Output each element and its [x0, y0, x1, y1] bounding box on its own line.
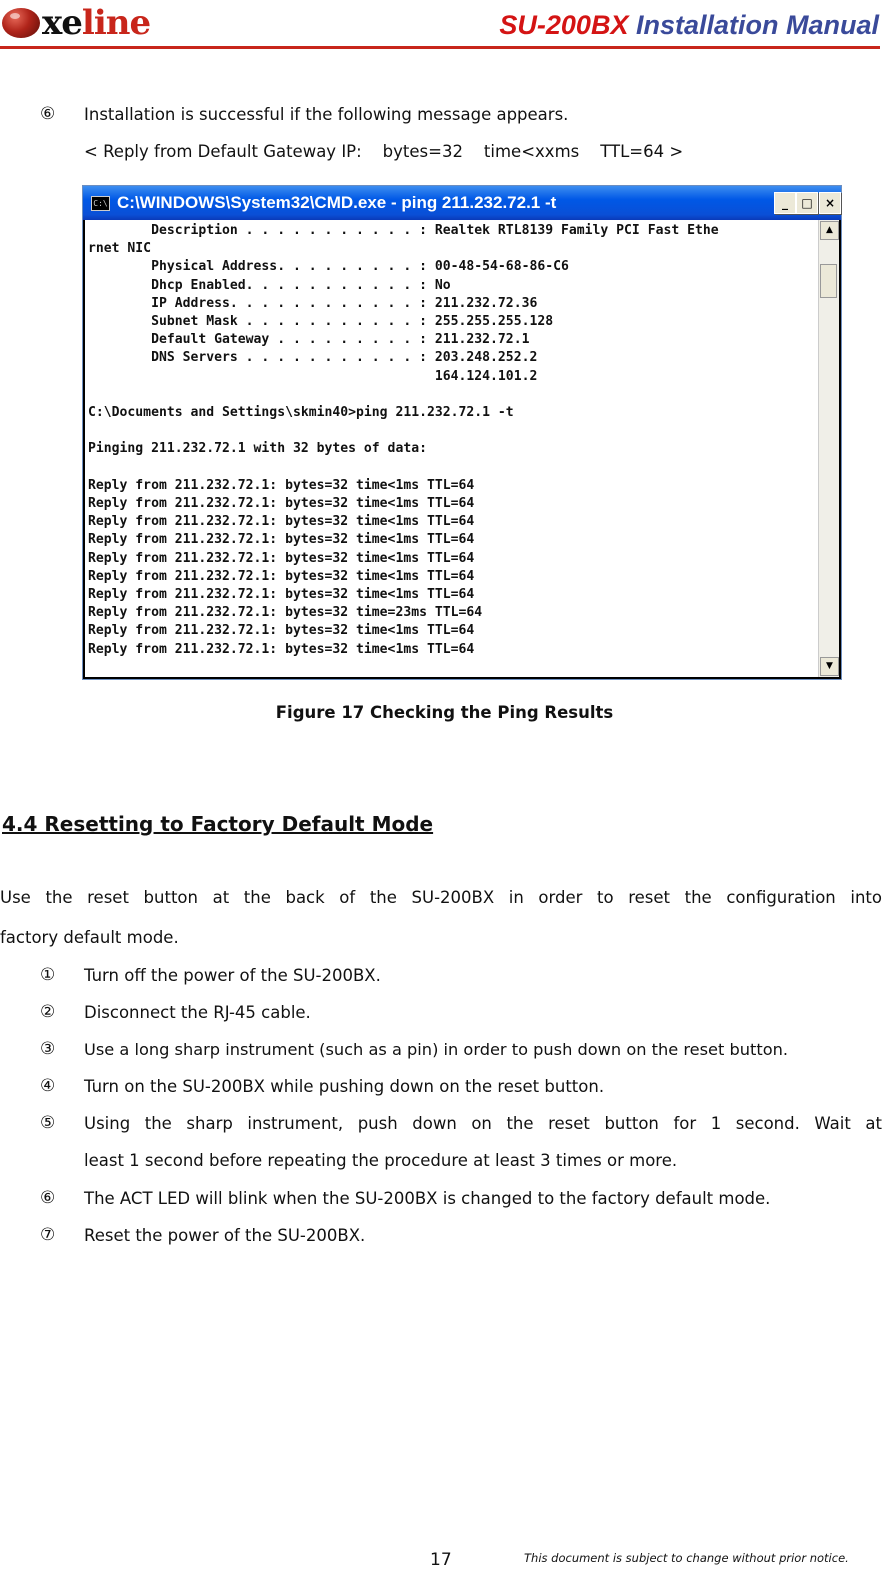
step-text: Turn on the SU-200BX while pushing down on the reset button. — [84, 1077, 605, 1096]
cmd-window-screenshot — [82, 185, 842, 680]
footer-notice: This document is subject to change without prior notice. — [524, 1551, 849, 1565]
section-intro-line: factory default mode. — [0, 928, 179, 947]
step-number: ⑥ — [40, 104, 56, 124]
manual-title — [499, 10, 879, 41]
step-text: Using the sharp instrument, push down on the reset button for 1 second. Wait at — [84, 1114, 882, 1133]
step-number: ① — [40, 965, 56, 985]
minimize-button[interactable]: _ — [774, 192, 796, 214]
scroll-up-icon[interactable]: ▲ — [820, 221, 839, 240]
maximize-button[interactable]: □ — [796, 192, 818, 214]
step-number: ⑦ — [40, 1225, 56, 1245]
section-heading: 4.4 Resetting to Factory Default Mode — [2, 812, 434, 836]
step-number: ⑤ — [40, 1113, 56, 1133]
xeline-logo — [2, 2, 150, 44]
step-number: ② — [40, 1002, 56, 1022]
reply-format-text: < Reply from Default Gateway IP: bytes=32 time<xxms TTL=64 > — [84, 142, 684, 161]
page-number: 17 — [430, 1550, 452, 1570]
step-number: ③ — [40, 1039, 56, 1059]
logo-text-line: line — [81, 3, 151, 43]
manual-title-text: Installation Manual — [628, 10, 879, 40]
header-divider — [0, 46, 880, 49]
logo-text-xe: xe — [42, 3, 82, 43]
scrollbar-thumb[interactable] — [820, 264, 837, 298]
console-output — [85, 220, 819, 677]
step-text: Turn off the power of the SU-200BX. — [84, 966, 381, 985]
scroll-down-icon[interactable]: ▼ — [820, 657, 839, 676]
step-text: Use a long sharp instrument (such as a pin) in order to push down on the reset button. — [84, 1040, 789, 1059]
close-button[interactable]: × — [819, 192, 841, 214]
step-number: ⑥ — [40, 1188, 56, 1208]
cmd-titlebar — [83, 186, 841, 220]
figure-caption: Figure 17 Checking the Ping Results — [275, 703, 614, 722]
section-intro-line: Use the reset button at the back of the SU-200BX in order to reset the configuration into — [0, 888, 882, 907]
step-number: ④ — [40, 1076, 56, 1096]
step-text: Disconnect the RJ-45 cable. — [84, 1003, 311, 1022]
manual-title-model: SU-200BX — [499, 10, 629, 40]
cmd-app-icon: C:\ — [91, 196, 110, 211]
console-text: Description . . . . . . . . . . . : Realtek RTL8139 Family PCI Fast Ethe rnet NIC Physical Address. . . . . . . . . : 00-48-54-68-86-C6 Dhcp Enabled. . . . . . . . . . . : No IP Address. . . . . . . . . . . . : 211.232.72.36 Subnet Mask . . . . . . . . . . . : 255.255.255.128 Default Gateway . . . . . . . . . : 211.232.72.1 DNS Servers . . . . . . . . . . . : 203.248.252.2 164.124.101.2 C:\Documents and Settings\skmin40>ping 211.232.72.1 -t Pinging 211.232.72.1 with 32 bytes of data: Reply from 211.232.72.1: bytes=32 time<1ms TTL=64 Reply from 211.232.72.1: bytes=32 time<1ms TTL=64 Reply from 211.232.72.1: bytes=32 time<1ms TTL=64 Reply from 211.232.72.1: bytes=32 time<1ms TTL=64 Reply from 211.232.72.1: bytes=32 time<1ms TTL=64 Reply from 211.232.72.1: bytes=32 time<1ms TTL=64 Reply from 211.232.72.1: bytes=32 time<1ms TTL=64 Reply from 211.232.72.1: bytes=32 time=23ms TTL=64 Reply from 211.232.72.1: bytes=32 time<1ms TTL=64 Reply from 211.232.72.1: bytes=32 time<1ms TTL=64 — [88, 223, 719, 657]
vertical-scrollbar[interactable] — [818, 220, 839, 677]
step-text: Reset the power of the SU-200BX. — [84, 1226, 366, 1245]
step-text: Installation is successful if the following message appears. — [84, 105, 569, 124]
cmd-window-title: C:\WINDOWS\System32\CMD.exe - ping 211.232.72.1 -t — [117, 193, 557, 212]
logo-ball-icon — [2, 8, 40, 38]
step-text-continued: least 1 second before repeating the procedure at least 3 times or more. — [84, 1151, 678, 1170]
step-text: The ACT LED will blink when the SU-200BX is changed to the factory default mode. — [84, 1189, 771, 1208]
page-header — [0, 0, 889, 52]
